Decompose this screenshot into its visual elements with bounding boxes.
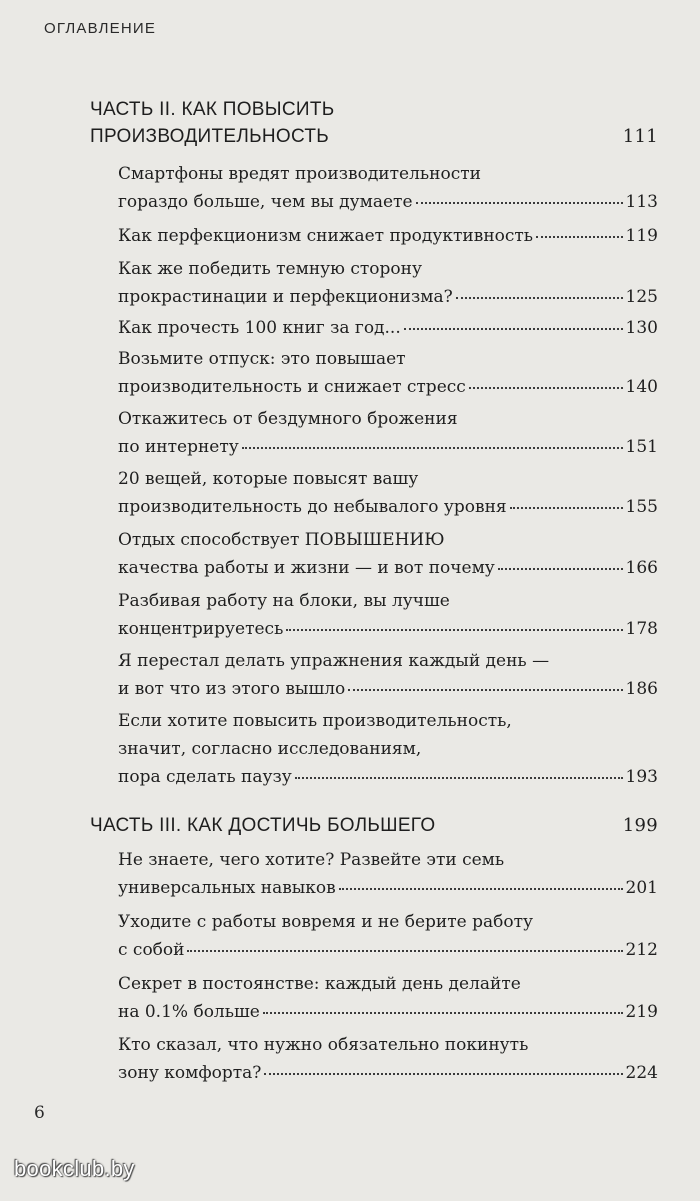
toc-entry bbox=[118, 587, 658, 643]
toc-page-number: 224 bbox=[625, 1063, 658, 1083]
part-page-number: 199 bbox=[622, 815, 658, 836]
toc-entry bbox=[118, 846, 658, 902]
toc-page-number: 201 bbox=[625, 878, 658, 898]
toc-entry-line: Возьмите отпуск: это повышает bbox=[118, 349, 406, 369]
toc-page-number: 130 bbox=[625, 318, 658, 338]
toc-entry-line: производительность и снижает стресс bbox=[118, 377, 466, 397]
toc-entry-line: Отдых способствует ПОВЫШЕНИЮ bbox=[118, 530, 445, 550]
toc-entry bbox=[118, 908, 658, 964]
toc-entry-line: Не знаете, чего хотите? Развейте эти семь bbox=[118, 850, 505, 870]
toc-entry-line: производительность до небывалого уровня bbox=[118, 497, 507, 517]
toc-page-number: 125 bbox=[625, 287, 658, 307]
toc-entry-line: Секрет в постоянстве: каждый день делайте bbox=[118, 974, 521, 994]
toc-entry-line: Кто сказал, что нужно обязательно покинуть bbox=[118, 1035, 529, 1055]
toc-entry-line: Если хотите повысить производительность, bbox=[118, 711, 512, 731]
dot-leader bbox=[456, 297, 623, 299]
part-title: ЧАСТЬ III. КАК ДОСТИЧЬ БОЛЬШЕГО bbox=[90, 815, 436, 836]
toc-page-number: 119 bbox=[625, 226, 658, 246]
toc-page-number: 113 bbox=[625, 192, 658, 212]
toc-entry bbox=[118, 160, 658, 216]
dot-leader bbox=[286, 629, 622, 631]
dot-leader bbox=[242, 447, 623, 449]
dot-leader bbox=[404, 328, 623, 330]
toc-entry-line: Разбивая работу на блоки, вы лучше bbox=[118, 591, 450, 611]
toc-entry-line: с собой bbox=[118, 940, 185, 960]
dot-leader bbox=[469, 387, 623, 389]
toc-entry-line: Как перфекционизм снижает продуктивность bbox=[118, 226, 534, 246]
toc-entry bbox=[118, 465, 658, 521]
toc-entry bbox=[118, 255, 658, 311]
dot-leader bbox=[416, 202, 623, 204]
dot-leader bbox=[498, 568, 623, 570]
part-title: ЧАСТЬ II. КАК ПОВЫСИТЬ ПРОИЗВОДИТЕЛЬНОСТЬ bbox=[90, 99, 335, 147]
toc-page-number: 140 bbox=[625, 377, 658, 397]
toc-entry bbox=[118, 314, 658, 342]
toc-entry-line: качества работы и жизни — и вот почему bbox=[118, 558, 495, 578]
dot-leader bbox=[187, 950, 622, 952]
running-head: ОГЛАВЛЕНИЕ bbox=[44, 20, 157, 37]
toc-page-number: 193 bbox=[625, 767, 658, 787]
toc-entry-line: 20 вещей, которые повысят вашу bbox=[118, 469, 419, 489]
toc-entry-line: Как прочесть 100 книг за год... bbox=[118, 318, 401, 338]
toc-page-number: 166 bbox=[625, 558, 658, 578]
toc-entry-line: концентрируетесь bbox=[118, 619, 284, 639]
toc-page-number: 212 bbox=[625, 940, 658, 960]
part-heading bbox=[90, 96, 658, 150]
toc-entry bbox=[118, 1031, 658, 1087]
page-number: 6 bbox=[34, 1103, 45, 1123]
toc-entry bbox=[118, 647, 658, 703]
toc-entry-line: зону комфорта? bbox=[118, 1063, 262, 1083]
toc-page-number: 151 bbox=[625, 437, 658, 457]
toc-entry-line: Откажитесь от бездумного брожения bbox=[118, 409, 458, 429]
dot-leader bbox=[348, 689, 622, 691]
toc-entry-line: универсальных навыков bbox=[118, 878, 336, 898]
part-page-number: 111 bbox=[622, 126, 658, 147]
toc-page-number: 186 bbox=[625, 679, 658, 699]
toc-entry-line: по интернету bbox=[118, 437, 239, 457]
toc-entry-line: на 0.1% больше bbox=[118, 1002, 260, 1022]
dot-leader bbox=[263, 1012, 623, 1014]
toc-entry bbox=[118, 526, 658, 582]
toc-entry-line: гораздо больше, чем вы думаете bbox=[118, 192, 413, 212]
dot-leader bbox=[536, 236, 622, 238]
toc-page-number: 219 bbox=[625, 1002, 658, 1022]
part-heading bbox=[90, 812, 658, 839]
toc-entry bbox=[118, 707, 658, 791]
toc-entry-line: пора сделать паузу bbox=[118, 767, 292, 787]
watermark: bookclub.by bbox=[14, 1156, 135, 1181]
dot-leader bbox=[339, 888, 623, 890]
toc-entry-line: Смартфоны вредят производительности bbox=[118, 164, 481, 184]
toc-entry bbox=[118, 222, 658, 250]
dot-leader bbox=[264, 1073, 622, 1075]
dot-leader bbox=[295, 777, 623, 779]
toc-entry bbox=[118, 970, 658, 1026]
dot-leader bbox=[510, 507, 623, 509]
toc-entry-line: Как же победить темную сторону bbox=[118, 259, 422, 279]
toc-entry-line: значит, согласно исследованиям, bbox=[118, 739, 422, 759]
toc-entry-line: прокрастинации и перфекционизма? bbox=[118, 287, 453, 307]
toc-page-number: 178 bbox=[625, 619, 658, 639]
toc-entry-line: и вот что из этого вышло bbox=[118, 679, 346, 699]
toc-page-number: 155 bbox=[625, 497, 658, 517]
toc-entry-line: Я перестал делать упражнения каждый день — bbox=[118, 651, 550, 671]
toc-entry bbox=[118, 405, 658, 461]
toc-entry bbox=[118, 345, 658, 401]
toc-entry-line: Уходите с работы вовремя и не берите работу bbox=[118, 912, 533, 932]
